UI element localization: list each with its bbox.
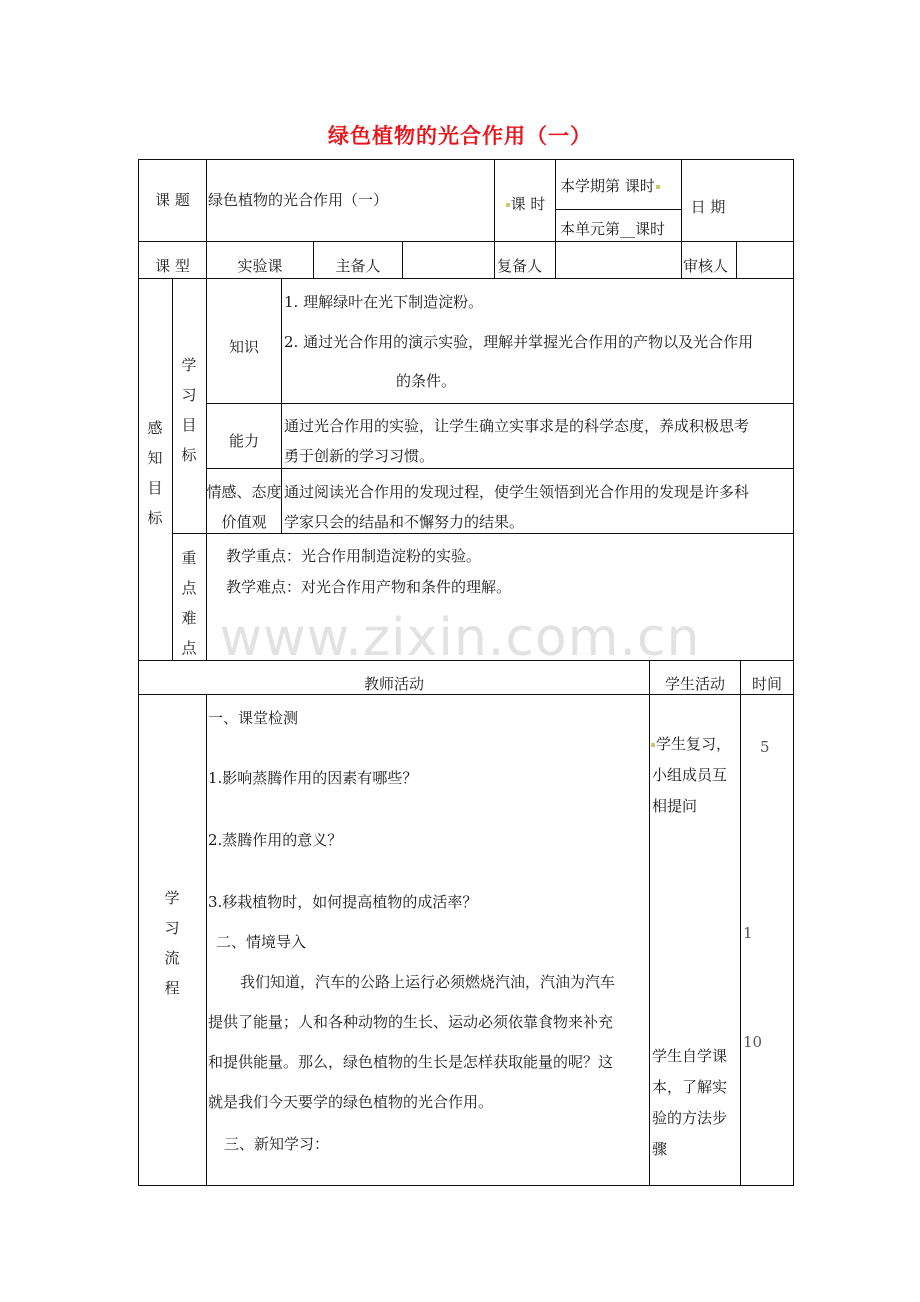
main-preparer-label: 主备人 bbox=[335, 257, 381, 275]
date-label: 日 期 bbox=[690, 198, 726, 216]
student-activity-2-line-3: 验的方法步 bbox=[652, 1109, 728, 1127]
watermark: www.zixin.com.cn bbox=[219, 608, 701, 668]
student-activity-1-line-1: 学生复习， bbox=[650, 734, 731, 754]
student-activity-1-line-3: 相提问 bbox=[652, 797, 698, 815]
knowledge-label: 知识 bbox=[228, 338, 259, 356]
period-semester: 本学期第 课时 bbox=[560, 176, 661, 196]
marker-icon bbox=[656, 185, 660, 189]
question-1: 1.影响蒸腾作用的因素有哪些？ bbox=[208, 769, 418, 787]
keypoint-line-2: 教学难点：对光合作用产物和条件的理解。 bbox=[226, 578, 512, 596]
teacher-activity-header: 教师活动 bbox=[363, 675, 424, 693]
type-label: 课 型 bbox=[155, 257, 190, 275]
co-preparer-label: 复备人 bbox=[497, 257, 543, 275]
page-title: 绿色植物的光合作用（一） bbox=[328, 124, 592, 148]
reviewer-label: 审核人 bbox=[683, 257, 729, 275]
knowledge-line-3: 的条件。 bbox=[396, 372, 457, 390]
intro-line-4: 就是我们今天要学的绿色植物的光合作用。 bbox=[208, 1093, 494, 1111]
ability-label: 能力 bbox=[228, 432, 259, 450]
type-value: 实验课 bbox=[237, 257, 283, 275]
knowledge-line-1: 1. 理解绿叶在光下制造淀粉。 bbox=[284, 293, 484, 311]
section-3-title: 三、新知学习： bbox=[224, 1135, 330, 1153]
student-activity-2-line-4: 骤 bbox=[652, 1140, 668, 1158]
student-activity-1-line-2: 小组成员互 bbox=[652, 766, 728, 784]
emotion-label-2: 价值观 bbox=[221, 513, 267, 531]
student-activity-header: 学生活动 bbox=[664, 675, 725, 693]
section-2-title: 二、情境导入 bbox=[216, 933, 307, 951]
intro-line-3: 和提供能量。那么，绿色植物的生长是怎样获取能量的呢？这 bbox=[208, 1053, 614, 1071]
keypoint-label: 重点难点 bbox=[181, 549, 197, 657]
period-label: 课 时 bbox=[495, 194, 555, 214]
topic-value: 绿色植物的光合作用（一） bbox=[208, 191, 389, 209]
emotion-label-1: 情感、态度 bbox=[206, 483, 282, 501]
learning-goals-label: 学习目标 bbox=[181, 356, 197, 464]
knowledge-line-2: 2. 通过光合作用的演示实验，理解并掌握光合作用的产物以及光合作用 bbox=[284, 333, 754, 351]
time-value-2: 1 bbox=[743, 924, 753, 942]
period-unit: 本单元第__课时 bbox=[560, 220, 666, 238]
time-value-3: 10 bbox=[743, 1033, 763, 1051]
emotion-line-1: 通过阅读光合作用的发现过程，使学生领悟到光合作用的发现是许多科 bbox=[284, 483, 750, 501]
intro-line-2: 提供了能量；人和各种动物的生长、运动必须依靠食物来补充 bbox=[208, 1013, 614, 1031]
topic-label: 课 题 bbox=[155, 191, 190, 209]
keypoint-line-1: 教学重点：光合作用制造淀粉的实验。 bbox=[226, 547, 482, 565]
question-3: 3.移栽植物时，如何提高植物的成活率？ bbox=[208, 893, 478, 911]
process-side-label: 学习流程 bbox=[164, 889, 180, 997]
student-activity-2-line-1: 学生自学课 bbox=[652, 1047, 728, 1065]
marker-icon bbox=[651, 743, 655, 747]
time-header: 时间 bbox=[751, 675, 782, 693]
section-1-title: 一、课堂检测 bbox=[208, 709, 299, 727]
emotion-line-2: 学家只会的结晶和不懈努力的结果。 bbox=[284, 513, 525, 531]
goals-outer-label: 感知目标 bbox=[147, 419, 163, 527]
question-2: 2.蒸腾作用的意义？ bbox=[208, 831, 343, 849]
ability-line-2: 勇于创新的学习习惯。 bbox=[284, 447, 435, 465]
student-activity-2-line-2: 本，了解实 bbox=[652, 1078, 728, 1096]
ability-line-1: 通过光合作用的实验，让学生确立实事求是的科学态度，养成积极思考 bbox=[284, 417, 750, 435]
intro-line-1: 我们知道，汽车的公路上运行必须燃烧汽油，汽油为汽车 bbox=[240, 973, 616, 991]
time-value-1: 5 bbox=[760, 738, 770, 756]
marker-icon bbox=[506, 203, 510, 207]
